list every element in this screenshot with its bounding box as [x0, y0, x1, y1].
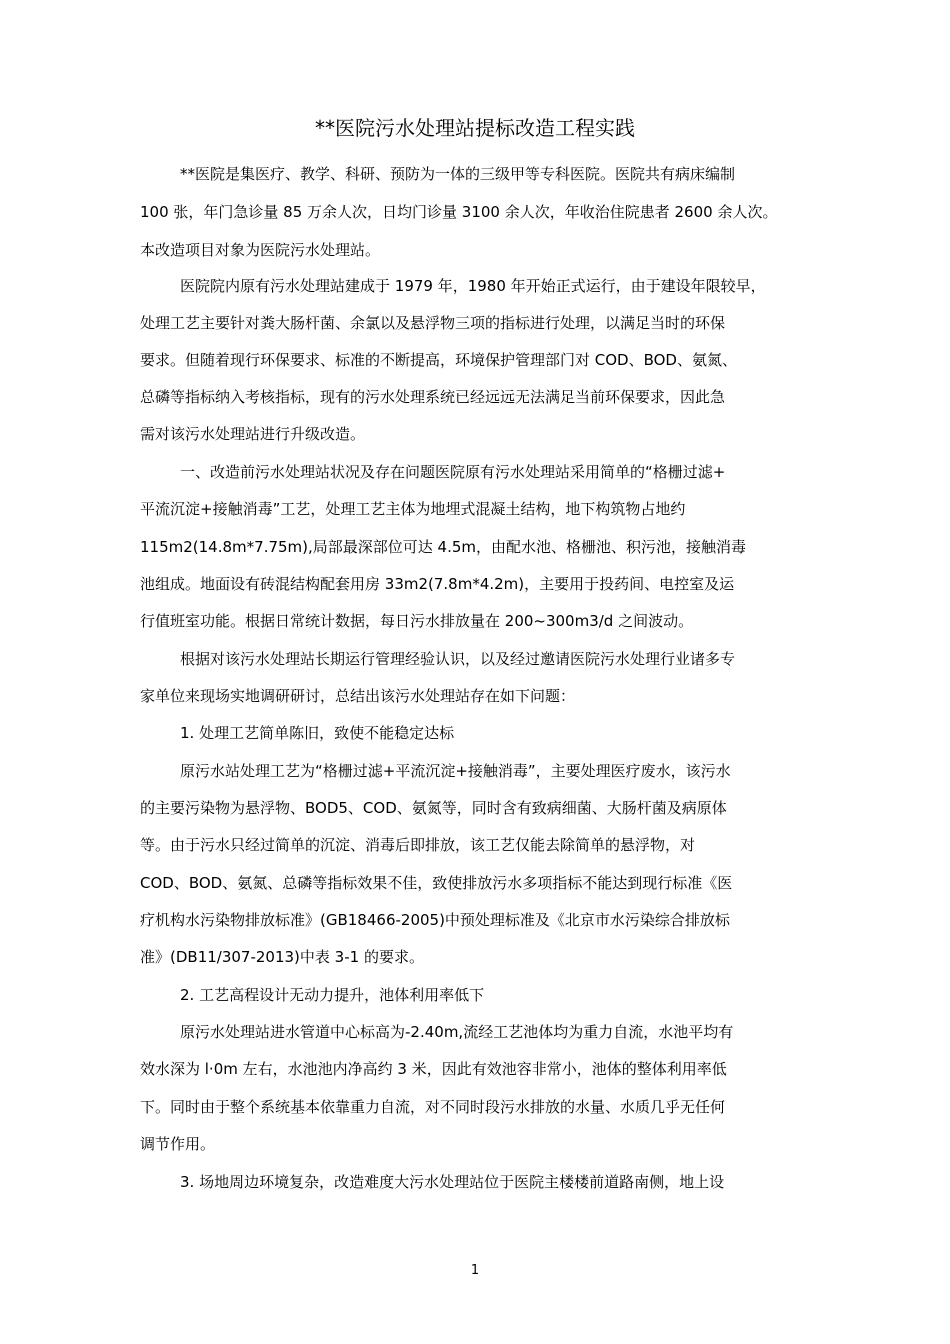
text-line: 等。由于污水只经过简单的沉淀、消毒后即排放，该工艺仅能去除简单的悬浮物，对	[140, 836, 696, 854]
text-line: 准》(DB11/307-2013)中表 3-1 的要求。	[140, 948, 424, 966]
text-line: 根据对该污水处理站长期运行管理经验认识，以及经过邀请医院污水处理行业诸多专	[180, 650, 736, 668]
text-line: 要求。但随着现行环保要求、标准的不断提高，环境保护管理部门对 COD、BOD、氨氮、	[140, 351, 737, 369]
text-line: 处理工艺主要针对粪大肠杆菌、余氯以及悬浮物三项的指标进行处理，以满足当时的环保	[140, 314, 726, 332]
section-heading: 2. 工艺高程设计无动力提升，池体利用率低下	[180, 986, 485, 1004]
text-line: 平流沉淀+接触消毒”工艺，处理工艺主体为地埋式混凝土结构，地下构筑物占地约	[140, 500, 686, 518]
text-line: 调节作用。	[140, 1135, 216, 1153]
page-number: 1	[470, 1263, 480, 1278]
text-line: 一、改造前污水处理站状况及存在问题医院原有污水处理站采用简单的“格栅过滤+	[180, 463, 726, 481]
text-line: 疗机构水污染物排放标准》(GB18466-2005)中预处理标准及《北京市水污染综合排放标	[140, 911, 730, 929]
text-line: 原污水处理站进水管道中心标高为-2.40m,流经工艺池体均为重力自流，水池平均有	[180, 1023, 734, 1041]
section-heading: 1. 处理工艺简单陈旧，致使不能稳定达标	[180, 724, 455, 742]
text-line: 家单位来现场实地调研研讨，总结出该污水处理站存在如下问题：	[140, 687, 576, 705]
text-line: 池组成。地面设有砖混结构配套用房 33m2(7.8m*4.2m)，主要用于投药间、电控室及运	[140, 575, 735, 593]
text-line: 总磷等指标纳入考核指标，现有的污水处理系统已经远远无法满足当前环保要求，因此急	[140, 388, 726, 406]
text-line: 原污水站处理工艺为“格栅过滤+平流沉淀+接触消毒”，主要处理医疗废水，该污水	[180, 762, 731, 780]
text-line: 下。同时由于整个系统基本依靠重力自流，对不同时段污水排放的水量、水质几乎无任何	[140, 1098, 726, 1116]
section-heading: 3. 场地周边环境复杂，改造难度大污水处理站位于医院主楼楼前道路南侧，地上设	[180, 1173, 725, 1191]
text-line: 115m2(14.8m*7.75m),局部最深部位可达 4.5m，由配水池、格栅池、积污池，接触消毒	[140, 538, 747, 556]
text-line: 需对该污水处理站进行升级改造。	[140, 425, 366, 443]
text-line: COD、BOD、氨氮、总磷等指标效果不佳，致使排放污水多项指标不能达到现行标准《医	[140, 874, 733, 892]
document-title: **医院污水处理站提标改造工程实践	[315, 116, 635, 140]
text-line: **医院是集医疗、教学、科研、预防为一体的三级甲等专科医院。医院共有病床编制	[180, 165, 736, 183]
text-line: 100 张，年门急诊量 85 万余人次，日均门诊量 3100 余人次，年收治住院患者 2600 余人次。	[140, 203, 778, 221]
text-line: 的主要污染物为悬浮物、BOD5、COD、氨氮等，同时含有致病细菌、大肠杆菌及病原体	[140, 799, 727, 817]
text-line: 医院院内原有污水处理站建成于 1979 年，1980 年开始正式运行，由于建设年限较早，	[180, 277, 766, 295]
text-line: 本改造项目对象为医院污水处理站。	[140, 241, 381, 259]
text-line: 行值班室功能。根据日常统计数据，每日污水排放量在 200~300m3/d 之间波动。	[140, 612, 694, 630]
text-line: 效水深为 l·0m 左右，水池池内净高约 3 米，因此有效池容非常小，池体的整体利用率低	[140, 1060, 727, 1078]
